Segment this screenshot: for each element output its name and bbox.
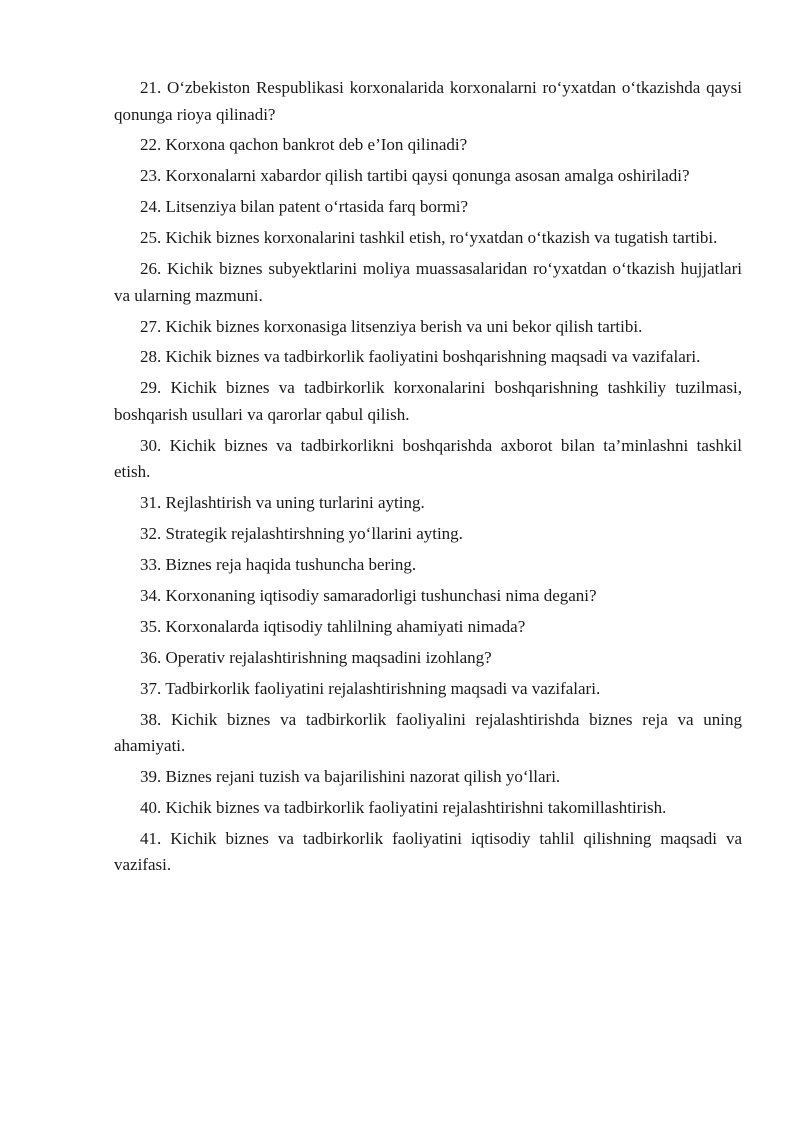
question-28: 28. Kichik biznes va tadbirkorlik faoliyatini boshqarishning maqsadi va vazifalari. <box>140 347 701 367</box>
question-38: 38. Kichik biznes va tadbirkorlik faoliyalini rejalashtirishda biznes reja va uning ahamiyati. <box>114 709 742 756</box>
question-30: 30. Kichik biznes va tadbirkorlikni boshqarishda axborot bilan ta’minlashni tashkil etish. <box>114 435 742 482</box>
question-41: 41. Kichik biznes va tadbirkorlik faoliyatini iqtisodiy tahlil qilishning maqsadi va vazifasi. <box>114 828 742 875</box>
question-37: 37. Tadbirkorlik faoliyatini rejalashtirishning maqsadi va vazifalari. <box>140 678 601 698</box>
question-34: 34. Korxonaning iqtisodiy samaradorligi tushunchasi nima degani? <box>140 585 597 605</box>
question-29: 29. Kichik biznes va tadbirkorlik korxonalarini boshqarishning tashkiliy tuzilmasi, boshqarish usullari va qarorlar qabul qilish. <box>114 378 742 424</box>
question-40: 40. Kichik biznes va tadbirkorlik faoliyatini rejalashtirishni takomillashtirish. <box>140 797 667 817</box>
question-25: 25. Kichik biznes korxonalarini tashkil etish, ro‘yxatdan o‘tkazish va tugatish tartibi. <box>140 228 718 248</box>
question-32: 32. Strategik rejalashtirshning yo‘llarini ayting. <box>140 524 463 544</box>
question-35: 35. Korxonalarda iqtisodiy tahlilning ahamiyati nimada? <box>140 616 526 636</box>
question-22: 22. Korxona qachon bankrot deb e’Ion qilinadi? <box>140 135 468 155</box>
question-36: 36. Operativ rejalashtirishning maqsadini izohlang? <box>140 647 492 667</box>
question-26: 26. Kichik biznes subyektlarini moliya muassasalaridan ro‘yxatdan o‘tkazish hujjatlari va ularning mazmuni. <box>114 259 742 305</box>
question-39: 39. Biznes rejani tuzish va bajarilishini nazorat qilish yo‘llari. <box>140 767 561 786</box>
question-33: 33. Biznes reja haqida tushuncha bering. <box>140 555 417 575</box>
question-21: 21. O‘zbekiston Respublikasi korxonalarida korxonalarni ro‘yxatdan o‘tkazishda qaysi qonunga rioya qilinadi? <box>114 78 742 124</box>
question-31: 31. Rejlashtirish va uning turlarini ayting. <box>140 493 425 513</box>
document-page <box>114 75 742 883</box>
question-27: 27. Kichik biznes korxonasiga litsenziya berish va uni bekor qilish tartibi. <box>140 316 643 336</box>
question-23: 23. Korxonalarni xabardor qilish tartibi qaysi qonunga asosan amalga oshiriladi? <box>140 166 690 186</box>
question-24: 24. Litsenziya bilan patent o‘rtasida farq bormi? <box>140 197 469 217</box>
